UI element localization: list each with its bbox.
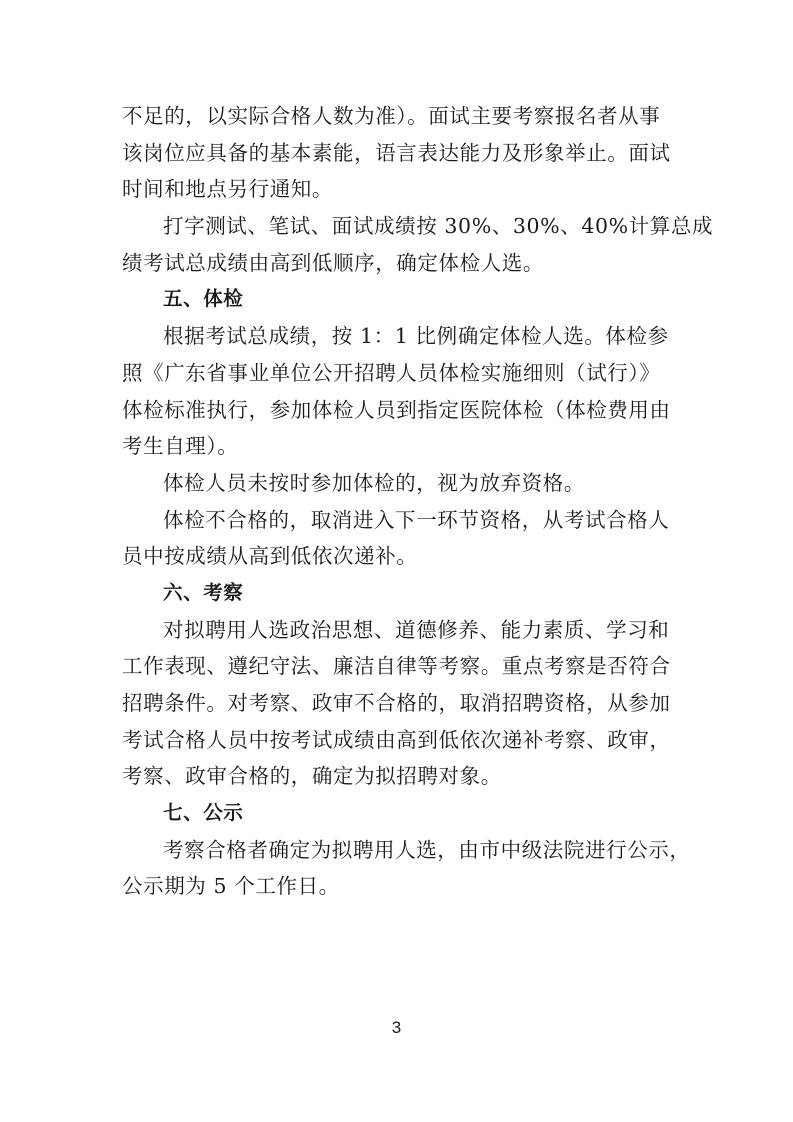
text-line: 考察、政审合格的，确定为拟招聘对象。 [122,764,502,789]
text-line: 体检标准执行，参加体检人员到指定医院体检（体检费用由 [122,397,671,422]
text-line: 招聘条件。对考察、政审不合格的，取消招聘资格，从参加 [122,691,671,715]
section-heading: 五、体检 [163,287,244,311]
text-line: 打字测试、笔试、面试成绩按 30%、30%、40%计算总成 [163,214,714,239]
text-line: 绩考试总成绩由高到低顺序，确定体检人选。 [122,250,544,275]
text-line: 公示期为 5 个工作日。 [122,874,340,899]
text-line: 员中按成绩从高到低依次递补。 [122,544,418,569]
text-line: 体检不合格的，取消进入下一环节资格，从考试合格人 [163,507,670,532]
page-number: 3 [391,1018,402,1037]
text-line: 根据考试总成绩，按 1：1 比例确定体检人选。体检参 [163,324,669,349]
section-heading: 六、考察 [163,580,244,604]
text-line: 考察合格者确定为拟聘用人选，由市中级法院进行公示， [163,837,691,862]
text-line: 照《广东省事业单位公开招聘人员体检实施细则（试行）》 [122,360,661,385]
text-line: 考试合格人员中按考试成绩由高到低依次递补考察、政审， [122,727,671,752]
section-heading: 七、公示 [163,801,244,825]
document-body [122,98,714,905]
text-line: 该岗位应具备的基本素能，语言表达能力及形象举止。面试 [122,140,671,165]
text-line: 时间和地点另行通知。 [122,177,333,202]
text-line: 体检人员未按时参加体检的，视为放弃资格。 [163,470,585,495]
text-line: 考生自理）。 [122,434,239,459]
text-line: 不足的，以实际合格人数为准）。面试主要考察报名者从事 [122,104,661,128]
text-line: 工作表现、遵纪守法、廉洁自律等考察。重点考察是否符合 [122,654,671,679]
text-line: 对拟聘用人选政治思想、道德修养、能力素质、学习和 [163,617,670,642]
